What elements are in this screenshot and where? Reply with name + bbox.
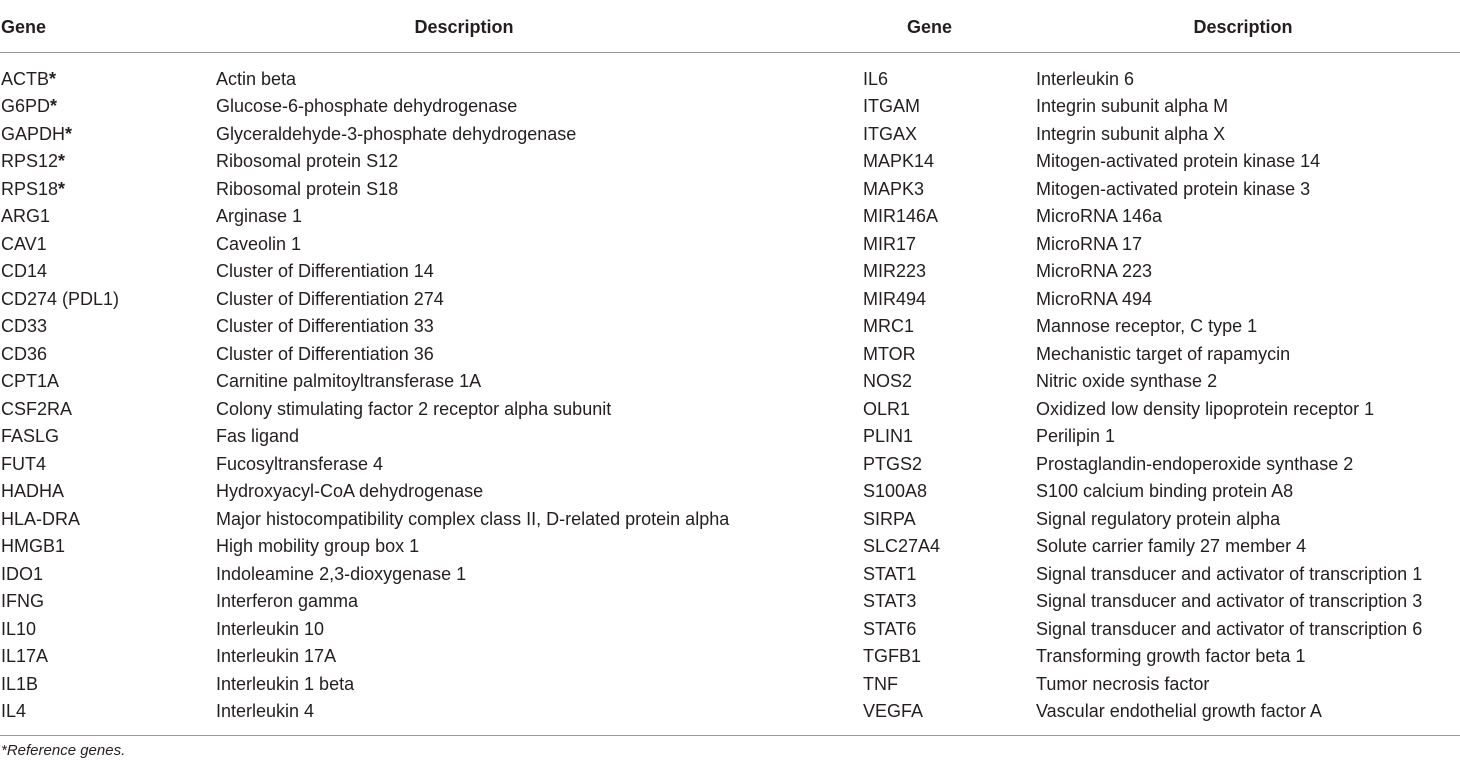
description-cell-left: Arginase 1 <box>216 206 303 227</box>
gene-symbol: CSF2RA <box>1 398 73 419</box>
description-cell-left: Interleukin 1 beta <box>216 673 355 694</box>
gene-cell-right: IL6 <box>863 68 889 89</box>
gene-cell-right: VEGFA <box>862 698 1036 736</box>
gene-cell-right: MTOR <box>863 343 916 364</box>
gene-cell-left <box>0 93 216 121</box>
description-cell-left: Indoleamine 2,3-dioxygenase 1 <box>216 563 467 584</box>
table-row <box>0 230 1460 258</box>
description-cell-left: Interleukin 10 <box>216 618 325 639</box>
gene-cell-left <box>0 615 216 643</box>
reference-gene-marker: * <box>58 178 66 199</box>
gene-cell-right: SIRPA <box>863 508 916 529</box>
reference-gene-marker: * <box>58 151 66 172</box>
gene-cell-right: S100A8 <box>863 481 928 502</box>
reference-gene-marker: * <box>50 96 58 117</box>
description-cell-left: Glyceraldehyde-3-phosphate dehydrogenase <box>216 123 577 144</box>
gene-symbol: IL1B <box>1 673 39 694</box>
description-cell-right: MicroRNA 223 <box>1036 261 1153 282</box>
description-cell-left: Glucose-6-phosphate dehydrogenase <box>216 96 518 117</box>
description-cell-right: Signal transducer and activator of transcription 6 <box>1036 618 1423 639</box>
gene-cell-left <box>0 120 216 148</box>
gene-symbol: FUT4 <box>1 453 46 474</box>
description-cell-left: Colony stimulating factor 2 receptor alpha subunit <box>216 398 612 419</box>
gene-cell-left <box>0 505 216 533</box>
gene-symbol: RPS18 <box>1 178 59 199</box>
gene-cell-right: PLIN1 <box>863 426 914 447</box>
description-cell-left: Actin beta <box>216 68 297 89</box>
table-row <box>0 670 1460 698</box>
gene-cell-left <box>0 368 216 396</box>
description-cell-right: MicroRNA 17 <box>1036 233 1143 254</box>
description-cell-right: Mitogen-activated protein kinase 3 <box>1036 178 1311 199</box>
table-row <box>0 478 1460 506</box>
description-cell-right: Perilipin 1 <box>1036 426 1116 447</box>
gene-cell-left <box>0 203 216 231</box>
description-cell-left: High mobility group box 1 <box>216 536 420 557</box>
header-row <box>0 8 1460 53</box>
gene-symbol: HMGB1 <box>1 536 66 557</box>
gene-cell-left <box>0 450 216 478</box>
table-row <box>0 368 1460 396</box>
description-cell-left: Fas ligand <box>216 426 300 447</box>
description-cell-right: Mitogen-activated protein kinase 14 <box>1036 151 1321 172</box>
description-cell-right: Solute carrier family 27 member 4 <box>1036 536 1307 557</box>
gene-cell-right: STAT3 <box>863 591 917 612</box>
table-row <box>0 340 1460 368</box>
description-cell-left: Cluster of Differentiation 36 <box>216 343 434 364</box>
gene-symbol: CD274 (PDL1) <box>1 288 120 309</box>
description-cell-right: Nitric oxide synthase 2 <box>1036 371 1218 392</box>
gene-cell-left <box>0 670 216 698</box>
table-row <box>0 120 1460 148</box>
gene-cell-left <box>0 643 216 671</box>
gene-symbol: CAV1 <box>1 233 47 254</box>
gene-cell-left <box>0 53 216 93</box>
gene-cell-left <box>0 175 216 203</box>
description-cell-right: Interleukin 6 <box>1036 68 1135 89</box>
gene-table <box>0 8 1460 736</box>
description-cell-right: Tumor necrosis factor <box>1036 673 1210 694</box>
gene-cell-left <box>0 230 216 258</box>
gene-cell-right: MIR17 <box>863 233 917 254</box>
description-cell-left: Ribosomal protein S12 <box>216 151 399 172</box>
header-description-left: Description <box>216 8 862 53</box>
table-header <box>0 8 1460 53</box>
gene-cell-right: ITGAX <box>863 123 918 144</box>
description-cell-left: Interleukin 4 <box>216 698 862 736</box>
description-cell-right: Mannose receptor, C type 1 <box>1036 316 1258 337</box>
description-cell-left: Hydroxyacyl-CoA dehydrogenase <box>216 481 484 502</box>
gene-symbol: IFNG <box>1 591 44 612</box>
gene-cell-right: MRC1 <box>863 316 915 337</box>
gene-symbol: CD14 <box>1 261 48 282</box>
gene-cell-right: STAT1 <box>863 563 917 584</box>
gene-symbol: GAPDH <box>1 123 66 144</box>
gene-cell-right: MAPK3 <box>863 178 925 199</box>
gene-cell-right: MIR146A <box>863 206 939 227</box>
gene-cell-left <box>0 533 216 561</box>
gene-cell-right: NOS2 <box>863 371 913 392</box>
gene-symbol: IDO1 <box>1 563 44 584</box>
gene-cell-right: TNF <box>863 673 898 694</box>
table-row <box>0 148 1460 176</box>
description-cell-left: Cluster of Differentiation 274 <box>216 288 444 309</box>
table-row <box>0 175 1460 203</box>
gene-cell-left <box>0 340 216 368</box>
description-cell-right: Oxidized low density lipoprotein receptor 1 <box>1036 398 1375 419</box>
header-gene-right: Gene <box>862 8 1036 53</box>
description-cell-left: Carnitine palmitoyltransferase 1A <box>216 371 482 392</box>
gene-cell-left <box>0 560 216 588</box>
reference-gene-marker: * <box>65 123 73 144</box>
description-cell-right: Vascular endothelial growth factor A <box>1036 698 1460 736</box>
table-row <box>0 423 1460 451</box>
table-row <box>0 395 1460 423</box>
gene-symbol: CPT1A <box>1 371 60 392</box>
description-cell-left: Major histocompatibility complex class II, D-related protein alpha <box>216 508 730 529</box>
footnote: *Reference genes. <box>1 742 126 759</box>
description-cell-right: Signal transducer and activator of transcription 1 <box>1036 563 1423 584</box>
description-cell-left: Fucosyltransferase 4 <box>216 453 384 474</box>
gene-symbol: RPS12 <box>1 151 59 172</box>
description-cell-left: Cluster of Differentiation 14 <box>216 261 434 282</box>
gene-symbol: FASLG <box>1 426 60 447</box>
gene-symbol: CD33 <box>1 316 48 337</box>
header-gene-left: Gene <box>0 8 216 53</box>
description-cell-right: Signal regulatory protein alpha <box>1036 508 1281 529</box>
description-cell-left: Ribosomal protein S18 <box>216 178 399 199</box>
description-cell-right: MicroRNA 494 <box>1036 288 1153 309</box>
gene-symbol: ACTB <box>1 68 50 89</box>
gene-symbol: IL10 <box>1 618 37 639</box>
table-row <box>0 53 1460 93</box>
gene-cell-right: MAPK14 <box>863 151 935 172</box>
description-cell-right: Integrin subunit alpha X <box>1036 123 1226 144</box>
description-cell-right: Integrin subunit alpha M <box>1036 96 1229 117</box>
gene-cell-right: STAT6 <box>863 618 917 639</box>
table-row <box>0 698 1460 736</box>
gene-cell-right: TGFB1 <box>863 646 922 667</box>
description-cell-left: Interleukin 17A <box>216 646 337 667</box>
gene-symbol: G6PD <box>1 96 51 117</box>
gene-cell-left <box>0 258 216 286</box>
table-row <box>0 450 1460 478</box>
reference-gene-marker: * <box>49 68 57 89</box>
gene-cell-left <box>0 148 216 176</box>
table-row <box>0 93 1460 121</box>
description-cell-right: Transforming growth factor beta 1 <box>1036 646 1306 667</box>
table-row <box>0 643 1460 671</box>
description-cell-left: Caveolin 1 <box>216 233 302 254</box>
gene-cell-left <box>0 588 216 616</box>
description-cell-right: Mechanistic target of rapamycin <box>1036 343 1291 364</box>
table-body <box>0 53 1460 736</box>
gene-cell-right: SLC27A4 <box>863 536 941 557</box>
gene-cell-left <box>0 313 216 341</box>
gene-cell-left <box>0 698 216 736</box>
table-row <box>0 533 1460 561</box>
description-cell-right: Signal transducer and activator of transcription 3 <box>1036 591 1423 612</box>
description-cell-left: Interferon gamma <box>216 591 359 612</box>
gene-symbol: HLA-DRA <box>1 508 81 529</box>
gene-cell-right: ITGAM <box>863 96 920 117</box>
table-row <box>0 203 1460 231</box>
table-row <box>0 615 1460 643</box>
gene-cell-right: MIR223 <box>863 261 927 282</box>
gene-cell-left <box>0 285 216 313</box>
gene-symbol: HADHA <box>1 481 65 502</box>
gene-cell-left <box>0 395 216 423</box>
gene-symbol: IL17A <box>1 646 49 667</box>
description-cell-right: S100 calcium binding protein A8 <box>1036 481 1294 502</box>
gene-cell-left <box>0 478 216 506</box>
table-row <box>0 313 1460 341</box>
gene-symbol: ARG1 <box>1 206 51 227</box>
table-row <box>0 588 1460 616</box>
gene-cell-left <box>0 423 216 451</box>
gene-symbol: CD36 <box>1 343 48 364</box>
table-row <box>0 560 1460 588</box>
gene-symbol: IL4 <box>1 701 27 722</box>
description-cell-right: MicroRNA 146a <box>1036 206 1163 227</box>
header-description-right: Description <box>1036 8 1460 53</box>
gene-cell-right: MIR494 <box>863 288 927 309</box>
description-cell-right: Prostaglandin-endoperoxide synthase 2 <box>1036 453 1354 474</box>
table-row <box>0 285 1460 313</box>
table-row <box>0 505 1460 533</box>
table-row <box>0 258 1460 286</box>
gene-cell-right: PTGS2 <box>863 453 923 474</box>
description-cell-left: Cluster of Differentiation 33 <box>216 316 434 337</box>
gene-cell-right: OLR1 <box>863 398 911 419</box>
